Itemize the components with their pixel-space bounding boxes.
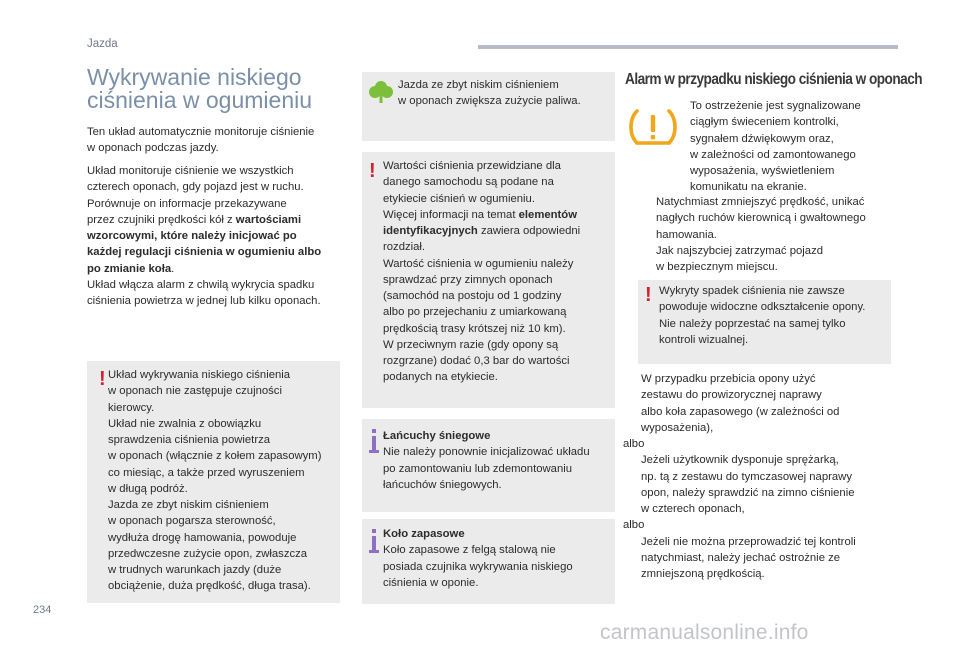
tree-icon	[368, 79, 394, 105]
warning-box-right	[638, 280, 891, 364]
warning-exclamation-icon: !	[369, 160, 376, 182]
spare-title: Koło zapasowe	[383, 528, 465, 540]
header-rule	[478, 45, 898, 49]
list-item: Jak najszybciej zatrzymać pojazd w bezpiecznym miejscu.	[656, 244, 824, 274]
bullet-list-1	[638, 194, 898, 275]
intro-paragraph: Ten układ automatycznie monitoruje ciśnienie w oponach podczas jazdy.	[87, 126, 315, 155]
warning-exclamation-icon: !	[99, 368, 106, 390]
or-separator: albo	[623, 438, 645, 451]
warning-box-left-text: Układ wykrywania niskiego ciśnienia w oponach nie zastępuje czujności kierowcy. Układ nie zwalnia z obowiązku sprawdzenia ciśnienia powietrza w oponach (włącznie z kołem zapasowym) co miesiąc, a także przed wyruszeniem w długą podróż. Jazda ze zbyt niskim ciśnieniem w oponach pogarsza sterowność, wydłuża drogę hamowania, powoduje przedwczesne zużycie opon, zwłaszcza w trudnych warunkach jazdy (duże obciążenie, duża prędkość, długa trasa).	[108, 369, 322, 593]
warning-exclamation-icon: !	[645, 284, 652, 306]
or-separator: albo	[623, 519, 645, 532]
info-box-chains-text: Łańcuchy śniegowe Nie należy ponownie inicjalizować układu po zamontowaniu lub zdemontowaniu łańcuchów śniegowych.	[383, 430, 590, 491]
system-description: Układ monitoruje ciśnienie we wszystkich czterech oponach, gdy pojazd jest w ruchu. Porównuje on informacje przekazywane przez czujniki prędkości kół z wartościami wzorcowymi, które należy inicjować po każdej regulacji ciśnienia w ogumieniu albo po zmianie koła. Układ włącza alarm z chwilą wykrycia spadku ciśnienia powietrza w jednej lub kilku oponach.	[87, 165, 322, 308]
list-item: Natychmiast zmniejszyć prędkość, unikać nagłych ruchów kierownicą i gwałtownego hamowania.	[656, 196, 866, 241]
warning-box-middle-text: Wartości ciśnienia przewidziane dla danego samochodu są podane na etykiecie ciśnień w ogumieniu. Więcej informacji na temat elementów identyfikacyjnych zawiera odpowiedni rozdział. Wartość ciśnienia w ogumieniu należy sprawdzać przy zimnych oponach (samochód na postoju od 1 godziny albo po przejechaniu z umiarkowaną prędkością trasy krótszej niż 10 km). W przeciwnym razie (gdy opony są rozgrzane) dodać 0,3 bar do wartości podanych na etykiecie.	[383, 160, 581, 384]
warning-box-right-text: Wykryty spadek ciśnienia nie zawsze powoduje widoczne odkształcenie opony. Nie należy poprzestać na samej tylko kontroli wizualnej.	[659, 285, 866, 346]
list-item: Jeżeli użytkownik dysponuje sprężarką, np. tą z zestawu do tymczasowej naprawy opon, należy sprawdzić na zimno ciśnienie w czterech oponach,	[641, 454, 855, 516]
section-title-line1: Wykrywanie niskiego	[87, 64, 302, 90]
chains-title: Łańcuchy śniegowe	[383, 430, 491, 442]
eco-box-text: Jazda ze zbyt niskim ciśnieniem w oponach zwiększa zużycie paliwa.	[398, 79, 581, 108]
reference-values-bold: wartościami wzorcowymi, które należy inicjować po każdej regulacji ciśnienia w ogumieniu albo po zmianie koła	[87, 213, 322, 275]
watermark: carmanualsonline.info	[600, 621, 809, 644]
eco-box	[362, 72, 615, 141]
tire-pressure-warning-icon	[628, 107, 678, 149]
bullet-list-2	[623, 371, 898, 582]
section-title-line2: ciśnienia w ogumieniu	[87, 87, 313, 113]
info-box-chains	[362, 419, 615, 512]
info-icon	[368, 429, 380, 455]
list-item: Jeżeli nie można przeprowadzić tej kontroli natychmiast, należy jechać ostrożnie ze zmniejszoną prędkością.	[641, 535, 856, 581]
warning-box-left	[87, 361, 340, 603]
page-number: 234	[33, 604, 52, 616]
section-title	[87, 66, 312, 112]
info-icon	[368, 529, 380, 555]
warning-box-middle	[362, 152, 615, 408]
alarm-description: To ostrzeżenie jest sygnalizowane ciągłym świeceniem kontrolki, sygnałem dźwiękowym oraz, w zależności od zamontowanego wyposażenia, wyświetleniem komunikatu na ekranie.	[690, 100, 861, 194]
identification-elements-bold: elementów identyfikacyjnych	[383, 208, 577, 238]
info-box-spare	[362, 519, 615, 604]
list-item: W przypadku przebicia opony użyć zestawu do prowizorycznej naprawy albo koła zapasowego (w zależności od wyposażenia),	[641, 373, 840, 434]
alarm-heading: Alarm w przypadku niskiego ciśnienia w oponach	[625, 71, 923, 88]
chapter-title: Jazda	[87, 38, 118, 50]
info-box-spare-text: Koło zapasowe Koło zapasowe z felgą stalową nie posiada czujnika wykrywania niskiego ciśnienia w oponie.	[383, 528, 573, 589]
